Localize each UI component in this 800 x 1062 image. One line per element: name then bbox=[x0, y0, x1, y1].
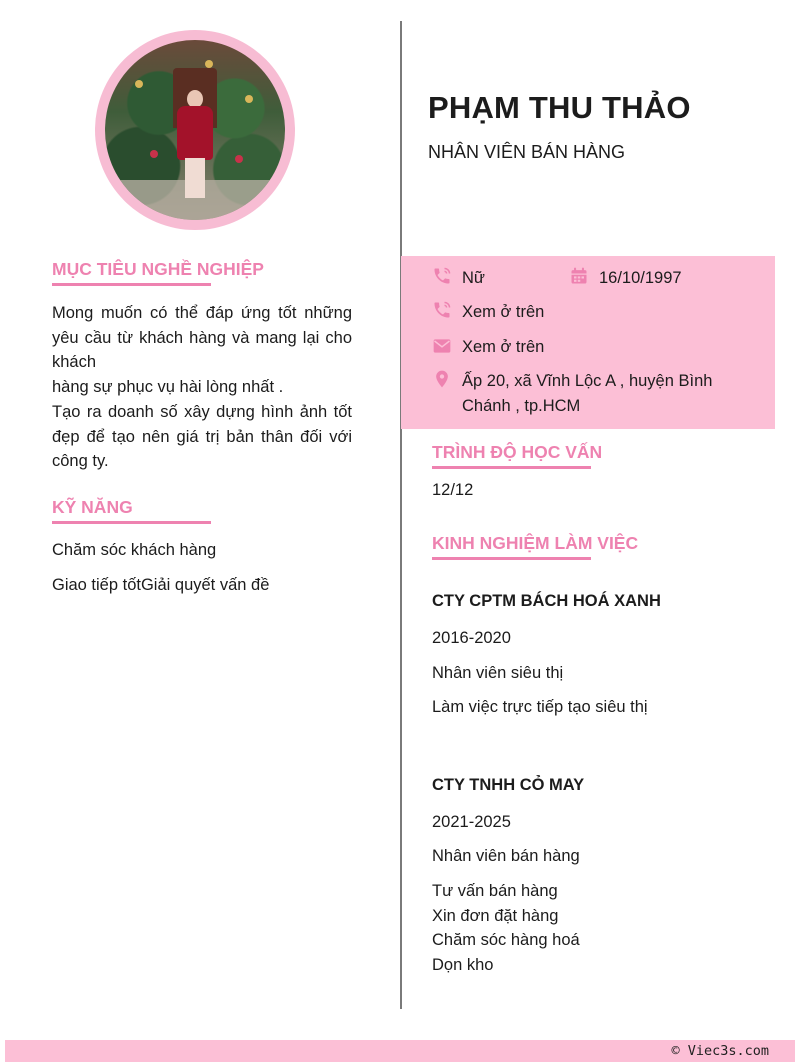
experience-underline bbox=[432, 557, 591, 560]
objective-text bbox=[52, 301, 352, 474]
email-icon bbox=[432, 336, 452, 356]
location-pin-icon bbox=[432, 369, 452, 389]
company-name: CTY CPTM BÁCH HOÁ XANH bbox=[432, 592, 661, 610]
job-duties-list bbox=[432, 879, 580, 978]
skills-heading: KỸ NĂNG bbox=[52, 497, 133, 517]
job-duty: Chăm sóc hàng hoá bbox=[432, 931, 580, 950]
objective-line: Tạo ra doanh số xây dựng hình ảnh tốt đẹp để tạo nên giá trị bản thân đối với công ty. bbox=[52, 402, 352, 471]
skill-item: Chăm sóc khách hàng bbox=[52, 541, 217, 559]
phone-value: Xem ở trên bbox=[462, 303, 545, 321]
company-name: CTY TNHH CỎ MAY bbox=[432, 776, 585, 794]
footer-credit[interactable]: © Viec3s.com bbox=[671, 1043, 769, 1059]
skills-underline bbox=[52, 521, 211, 524]
experience-heading: KINH NGHIỆM LÀM VIỆC bbox=[432, 533, 639, 553]
address-line: Ấp 20, xã Vĩnh Lộc A , huyện Bình bbox=[462, 372, 713, 390]
education-heading: TRÌNH ĐỘ HỌC VẤN bbox=[432, 442, 603, 462]
job-duty: Xin đơn đặt hàng bbox=[432, 906, 559, 925]
address-line: Chánh , tp.HCM bbox=[462, 397, 581, 415]
objective-underline bbox=[52, 283, 211, 286]
job-duty: Tư vấn bán hàng bbox=[432, 882, 558, 900]
profile-photo bbox=[105, 40, 285, 220]
profile-photo-frame bbox=[95, 30, 295, 230]
gender-value: Nữ bbox=[462, 269, 485, 287]
education-underline bbox=[432, 466, 591, 469]
job-position: Nhân viên bán hàng bbox=[432, 847, 580, 865]
job-position: Nhân viên siêu thị bbox=[432, 664, 564, 682]
job-duty: Dọn kho bbox=[432, 956, 494, 975]
objective-heading: MỤC TIÊU NGHỀ NGHIỆP bbox=[52, 259, 264, 279]
objective-line: hàng sự phục vụ hài lòng nhất . bbox=[52, 378, 284, 397]
column-divider bbox=[400, 21, 402, 1009]
birthday-value: 16/10/1997 bbox=[599, 269, 682, 287]
education-value: 12/12 bbox=[432, 481, 474, 499]
email-value: Xem ở trên bbox=[462, 338, 545, 356]
job-duty: Làm việc trực tiếp tạo siêu thị bbox=[432, 698, 648, 716]
job-title: NHÂN VIÊN BÁN HÀNG bbox=[428, 142, 626, 162]
footer-bar bbox=[5, 1040, 795, 1062]
calendar-icon bbox=[569, 266, 589, 286]
job-period: 2021-2025 bbox=[432, 813, 511, 831]
job-period: 2016-2020 bbox=[432, 629, 511, 647]
objective-line: Mong muốn có thể đáp ứng tốt những yêu cầu từ khách hàng và mang lại cho khách bbox=[52, 304, 352, 372]
phone-icon bbox=[432, 300, 452, 320]
skill-item: Giao tiếp tốtGiải quyết vấn đề bbox=[52, 576, 270, 594]
candidate-name: PHẠM THU THẢO bbox=[428, 90, 691, 125]
phone-icon bbox=[432, 266, 452, 286]
